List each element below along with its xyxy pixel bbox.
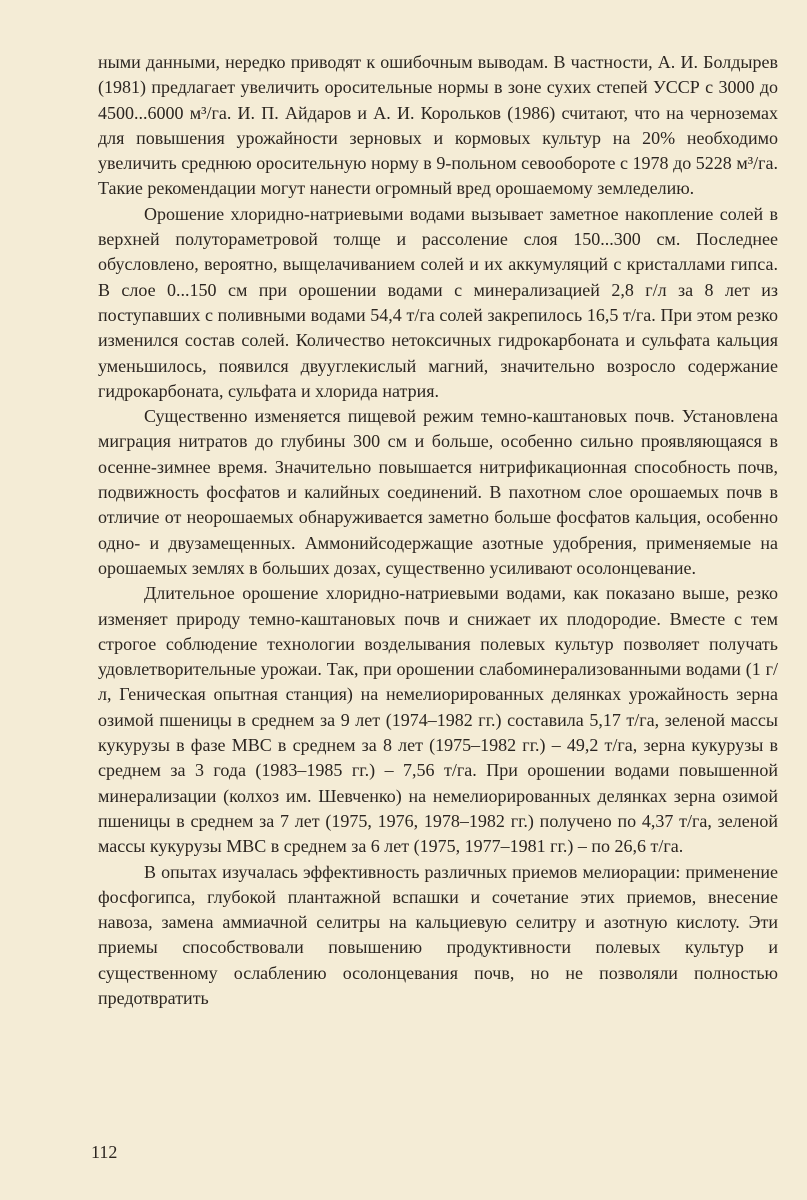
page-text	[98, 50, 778, 1011]
paragraph-4: Длительное орошение хлоридно-натриевыми водами, как показано выше, резко изменяет природу темно-каштановых почв и снижает их плодородие. Вместе с тем строгое соблюдение технологии возделывания полевых культур позволяет получать удовлетворительные урожаи. Так, при орошении слабоминерализованными водами (1 г/л, Геническая опытная станция) на немелиорированных делянках урожайность зерна озимой пшеницы в среднем за 9 лет (1974–1982 гг.) составила 5,17 т/га, зеленой массы кукурузы в фазе МВС в среднем за 8 лет (1975–1982 гг.) – 49,2 т/га, зерна кукурузы в среднем за 3 года (1983–1985 гг.) – 7,56 т/га. При орошении водами повышенной минерализации (колхоз им. Шевченко) на немелиорированных делянках зерна озимой пшеницы в среднем за 7 лет (1975, 1976, 1978–1982 гг.) получено по 4,37 т/га, зеленой массы кукурузы МВС в среднем за 6 лет (1975, 1977–1981 гг.) – по 26,6 т/га.	[98, 583, 778, 857]
paragraph-2: Орошение хлоридно-натриевыми водами вызывает заметное накопление солей в верхней полутораметровой толще и рассоление слоя 150...300 см. Последнее обусловлено, вероятно, выщелачиванием солей и их аккумуляций с кристаллами гипса. В слое 0...150 см при орошении водами с минерализацией 2,8 г/л за 8 лет из поступавших с поливными водами 54,4 т/га солей закрепилось 16,5 т/га. При этом резко изменился состав солей. Количество нетоксичных гидрокарбоната и сульфата кальция уменьшилось, появился двууглекислый магний, значительно возросло содержание гидрокарбоната, сульфата и хлорида натрия.	[98, 203, 778, 401]
paragraph-1: ными данными, нередко приводят к ошибочным выводам. В частности, А. И. Болдырев (1981) предлагает увеличить оросительные нормы в зоне сухих степей УССР с 3000 до 4500...6000 м³/га. И. П. Айдаров и А. И. Корольков (1986) считают, что на черноземах для повышения урожайности зерновых и кормовых культур на 20% необходимо увеличить среднюю оросительную норму в 9-польном севообороте с 1978 до 5228 м³/га. Такие рекомендации могут нанести огромный вред орошаемому земледелию.	[98, 52, 778, 199]
paragraph-5: В опытах изучалась эффективность различных приемов мелиорации: применение фосфогипса, глубокой плантажной вспашки и сочетание этих приемов, внесение навоза, замена аммиачной селитры на кальциевую селитру и азотную кислоту. Эти приемы способствовали повышению продуктивности полевых культур и существенному ослаблению осолонцевания почв, но не позволяли полностью предотвратить	[98, 861, 778, 1008]
paragraph-3: Существенно изменяется пищевой режим темно-каштановых почв. Установлена миграция нитратов до глубины 300 см и больше, особенно сильно проявляющаяся в осенне-зимнее время. Значительно повышается нитрификационная способность почв, подвижность фосфатов и калийных соединений. В пахотном слое орошаемых почв в отличие от неорошаемых обнаруживается заметно больше фосфатов кальция, особенно одно- и двузамещенных. Аммонийсодержащие азотные удобрения, применяемые на орошаемых землях в больших дозах, существенно усиливают осолонцевание.	[98, 406, 778, 578]
page-number: 112	[91, 1142, 118, 1162]
